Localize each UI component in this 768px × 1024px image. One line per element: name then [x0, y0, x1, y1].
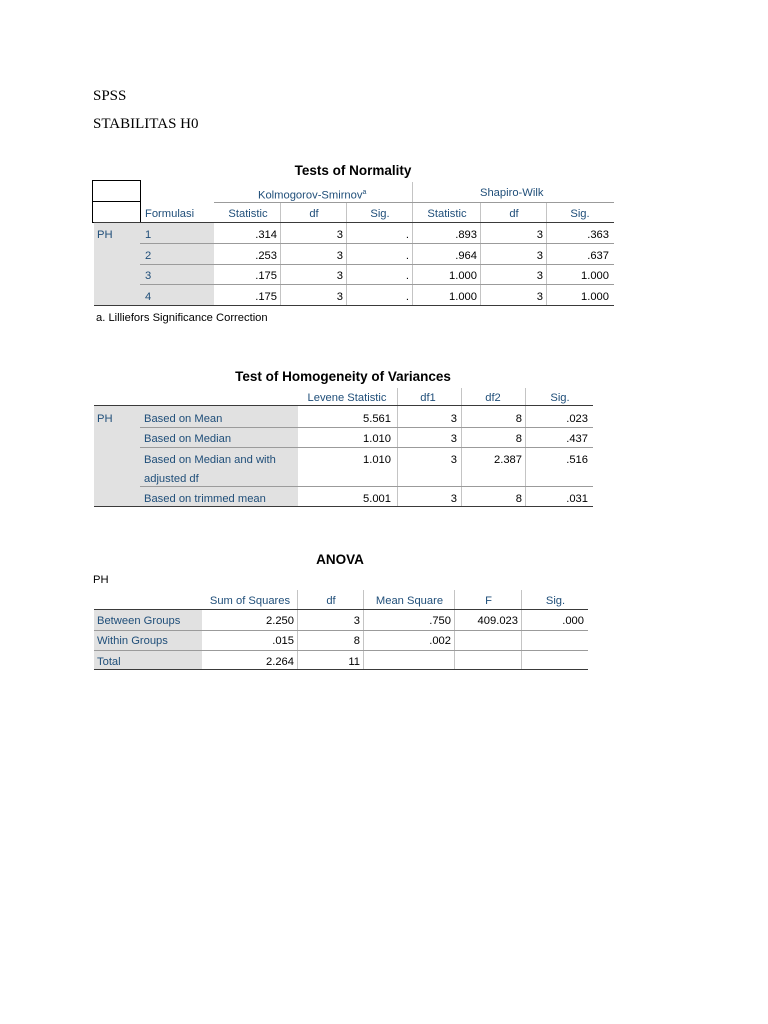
col-formulasi: Formulasi [145, 208, 195, 220]
sw-sig: 1.000 [581, 270, 609, 282]
table-row-label: Based on Median [144, 433, 232, 445]
sw-df: 3 [536, 250, 543, 262]
df-value: 8 [353, 635, 360, 647]
col-ks-sig: Sig. [370, 208, 390, 220]
col-ks-statistic: Statistic [228, 208, 268, 220]
ks-statistic: .253 [255, 250, 277, 262]
df1-value: 3 [450, 413, 457, 425]
ks-df: 3 [336, 291, 343, 303]
ks-group-header: Kolmogorov-Smirnov$^a$ [258, 189, 367, 202]
ks-statistic: .314 [255, 229, 277, 241]
ks-sig: . [405, 250, 409, 262]
df-value: 3 [353, 615, 360, 627]
df1-value: 3 [450, 454, 457, 466]
sw-df: 3 [536, 291, 543, 303]
normality-title: Tests of Normality [294, 163, 412, 178]
col-ks-df: df [309, 208, 319, 220]
sw-sig: 1.000 [581, 291, 609, 303]
col-mean-square: Mean Square [375, 595, 444, 607]
corner-box-top [92, 180, 141, 202]
ms-value: .750 [429, 615, 451, 627]
df2-value: 2.387 [494, 454, 522, 466]
sw-statistic: .893 [455, 229, 477, 241]
levene-value: 1.010 [363, 454, 391, 466]
ks-df: 3 [336, 270, 343, 282]
col-sw-sig: Sig. [570, 208, 590, 220]
table-row-formulasi: 4 [145, 291, 152, 303]
ks-df: 3 [336, 229, 343, 241]
col-sw-df: df [509, 208, 519, 220]
levene-value: 1.010 [363, 433, 391, 445]
sw-df: 3 [536, 229, 543, 241]
sw-statistic: 1.000 [449, 270, 477, 282]
col-df2: df2 [485, 392, 501, 404]
col-sw-statistic: Statistic [427, 208, 467, 220]
ks-sig: . [405, 229, 409, 241]
sig-value: .516 [566, 454, 588, 466]
col-sig: Sig. [550, 392, 570, 404]
sig-value: .031 [566, 493, 588, 505]
header-spss: SPSS [93, 88, 127, 104]
table-row-formulasi: 1 [145, 229, 152, 241]
sig-value: .000 [562, 615, 584, 627]
table-row-formulasi: 2 [145, 250, 152, 262]
ks-statistic: .175 [255, 270, 277, 282]
df-value: 11 [348, 656, 360, 668]
table-row-label-continued: adjusted df [144, 473, 199, 485]
table-row-label: Between Groups [97, 615, 181, 627]
sig-value: .437 [566, 433, 588, 445]
sw-statistic: .964 [455, 250, 477, 262]
homogeneity-row-group: PH [97, 413, 113, 425]
df2-value: 8 [515, 433, 522, 445]
ms-value: .002 [429, 635, 451, 647]
table-row-label: Based on Mean [144, 413, 223, 425]
sw-statistic: 1.000 [449, 291, 477, 303]
header-stabilitas: STABILITAS H0 [93, 116, 199, 132]
col-f: F [485, 595, 492, 607]
sw-df: 3 [536, 270, 543, 282]
ks-df: 3 [336, 250, 343, 262]
ks-statistic: .175 [255, 291, 277, 303]
col-df1: df1 [420, 392, 436, 404]
sw-sig: .363 [587, 229, 609, 241]
normality-footnote: a. Lilliefors Significance Correction [96, 312, 268, 324]
sig-value: .023 [566, 413, 588, 425]
table-row-label: Within Groups [97, 635, 168, 647]
col-sig: Sig. [545, 595, 566, 607]
f-value: 409.023 [477, 615, 518, 627]
df2-value: 8 [515, 413, 522, 425]
table-row-formulasi: 3 [145, 270, 152, 282]
df1-value: 3 [450, 433, 457, 445]
col-df: df [326, 595, 336, 607]
anova-subtitle: PH [93, 574, 109, 586]
df2-value: 8 [515, 493, 522, 505]
ss-value: .015 [272, 635, 294, 647]
ks-sig: . [405, 270, 409, 282]
normality-row-group: PH [97, 229, 113, 241]
ss-value: 2.250 [266, 615, 294, 627]
table-row-label: Based on trimmed mean [144, 493, 266, 505]
table-row-label: Based on Median and with [144, 454, 276, 466]
sw-group-header: Shapiro-Wilk [480, 187, 544, 199]
ks-sig: . [405, 291, 409, 303]
df1-value: 3 [450, 493, 457, 505]
sw-sig: .637 [587, 250, 609, 262]
table-row-label: Total [97, 656, 121, 668]
corner-box-bottom [92, 201, 141, 223]
levene-value: 5.001 [363, 493, 391, 505]
homogeneity-title: Test of Homogeneity of Variances [235, 369, 451, 384]
col-levene: Levene Statistic [307, 392, 387, 404]
levene-value: 5.561 [363, 413, 391, 425]
anova-title: ANOVA [316, 552, 364, 567]
ss-value: 2.264 [266, 656, 294, 668]
col-sum-of-squares: Sum of Squares [209, 595, 291, 607]
